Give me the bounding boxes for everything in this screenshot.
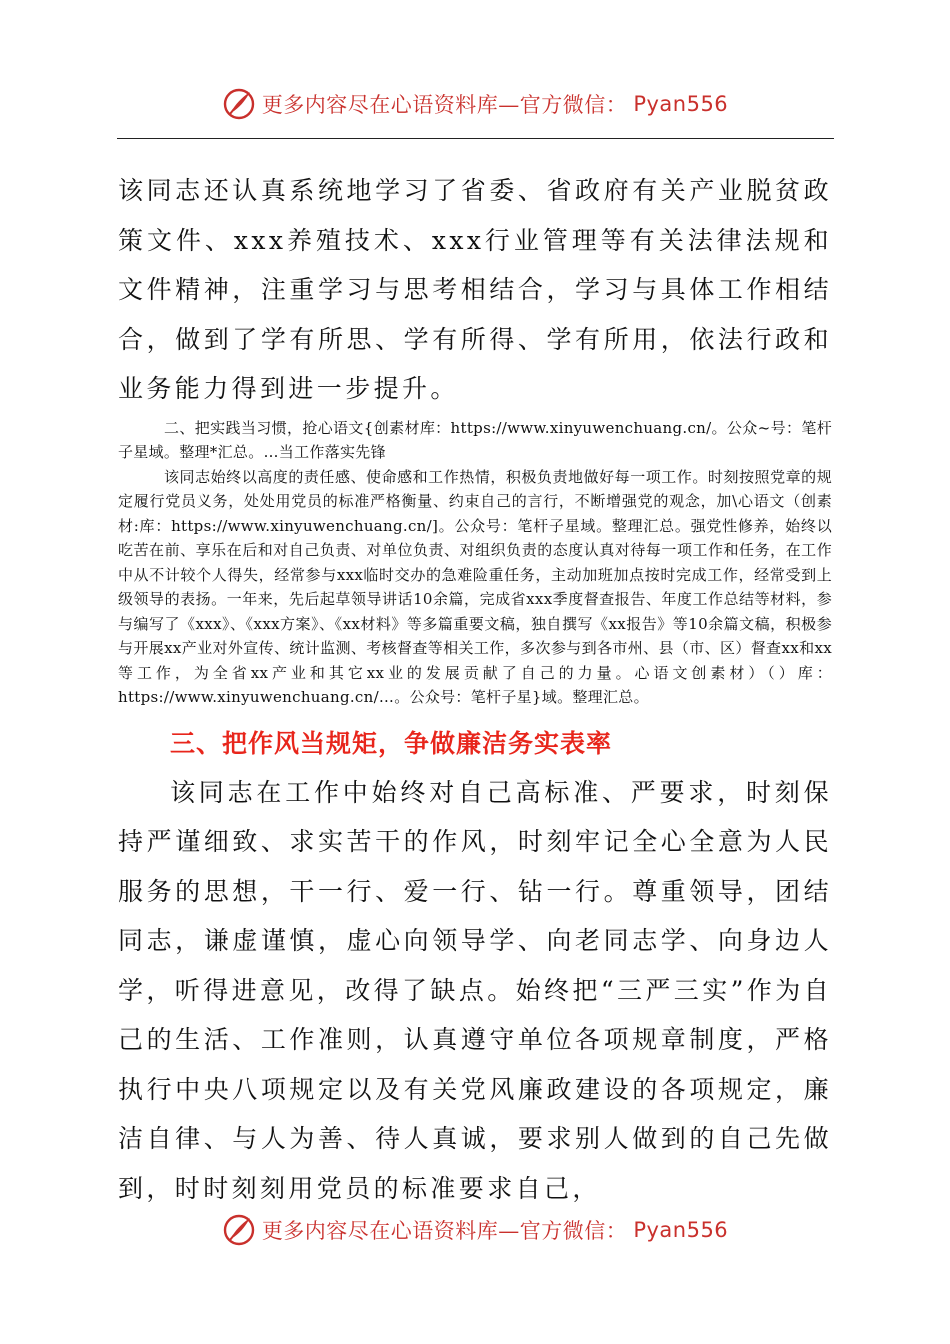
header-banner bbox=[222, 87, 728, 121]
footer-wechat-id: Pyan556 bbox=[633, 1218, 729, 1242]
header-text: 更多内容尽在心语资料库—官方微信： bbox=[261, 93, 628, 117]
quill-logo-icon bbox=[222, 1213, 256, 1247]
footer-text: 更多内容尽在心语资料库—官方微信： bbox=[261, 1219, 628, 1243]
paragraph-1: 该同志还认真系统地学习了省委、省政府有关产业脱贫政策文件、xxx养殖技术、xxx行业管理等有关法律法规和文件精神，注重学习与思考相结合，学习与具体工作相结合，做到了学有所思、学有所得、学有所用，依法行政和业务能力得到进一步提升。 bbox=[118, 176, 832, 403]
document-body bbox=[118, 166, 832, 1213]
header-wechat-id: Pyan556 bbox=[633, 92, 729, 116]
quill-logo-icon bbox=[222, 87, 256, 121]
section-3-heading: 三、把作风当规矩，争做廉洁务实表率 bbox=[170, 728, 613, 758]
section-2-heading: 二、把实践当习惯，抢心语文{创素材库：https://www.xinyuwenchuang.cn/。公众~号：笔杆子星域。整理*汇总。…当工作落实先锋 bbox=[118, 418, 832, 461]
paragraph-3: 该同志在工作中始终对自己高标准、严要求，时刻保持严谨细致、求实苦干的作风，时刻牢记全心全意为人民服务的思想，干一行、爱一行、钻一行。尊重领导，团结同志，谦虚谨慎，虚心向领导学、向老同志学、向身边人学，听得进意见，改得了缺点。始终把“三严三实”作为自己的生活、工作准则，认真遵守单位各项规章制度，严格执行中央八项规定以及有关党风廉政建设的各项规定，廉洁自律、与人为善、待人真诚，要求别人做到的自己先做到，时时刻刻用党员的标准要求自己， bbox=[118, 777, 832, 1203]
header-divider bbox=[117, 138, 834, 139]
page-footer bbox=[0, 1210, 950, 1250]
paragraph-2: 该同志始终以高度的责任感、使命感和工作热情，积极负责地做好每一项工作。时刻按照党章的规定履行党员义务，处处用党员的标准严格衡量、约束自己的言行，不断增强党的观念，加\心语文（创素材:库：https://www.xinyuwenchuang.cn/]。公众号：笔杆子星域。整理汇总。强党性修养，始终以吃苦在前、享乐在后和对自己负责、对单位负责、对组织负责的态度认真对待每一项工作和任务，在工作中从不计较个人得失，经常参与xxx临时交办的急难险重任务，主动加班加点按时完成工作，经常受到上级领导的表扬。一年来，先后起草领导讲话10余篇，完成省xxx季度督查报告、年度工作总结等材料，参与编写了《xxx》、《xxx方案》、《xx材料》等多篇重要文稿，独自撰写《xx报告》等10余篇文稿，积极参与开展xx产业对外宣传、统计监测、考核督查等相关工作，多次参与到各市州、县（市、区）督查xx和xx等工作，为全省xx产业和其它xx业的发展贡献了自己的力量。心语文创素材）（）库：https://www.xinyuwenchuang.cn/…。公众号：笔杆子星}域。整理汇总。 bbox=[118, 467, 832, 706]
footer-banner bbox=[222, 1213, 728, 1247]
page-header bbox=[0, 84, 950, 124]
